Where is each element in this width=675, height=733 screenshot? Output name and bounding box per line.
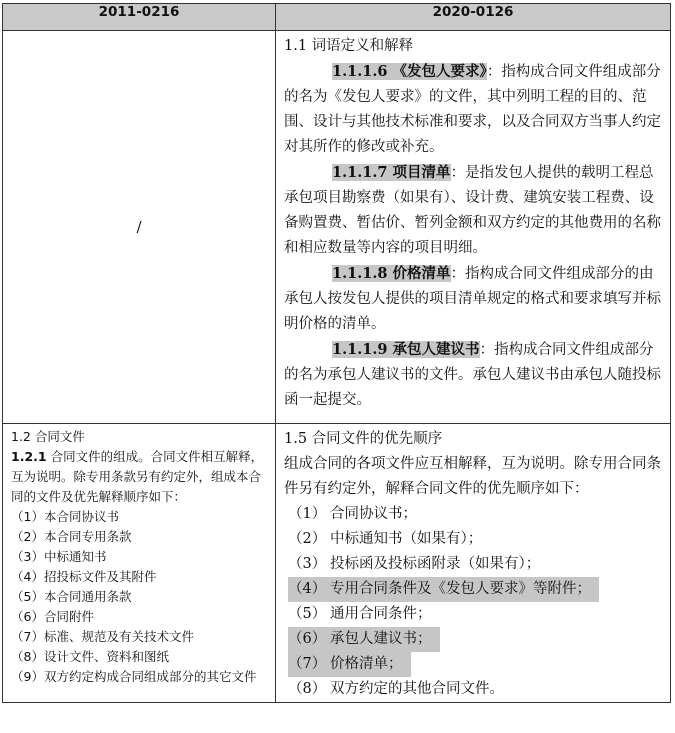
item-text: 合同协议书； — [330, 506, 417, 522]
section-title-1-5: 1.5 合同文件的优先顺序 — [284, 431, 443, 447]
priority-item — [284, 677, 663, 702]
clause-punct: ： — [479, 342, 495, 358]
item-text: 双方约定的其他合同文件。 — [330, 681, 504, 697]
priority-item — [284, 502, 663, 527]
clause-1-1-1-9 — [284, 337, 663, 413]
item-text: 专用合同条件及《发包人要求》等附件； — [330, 581, 591, 597]
left-empty-cell: / — [3, 31, 276, 424]
section-title-1-1: 1.1 词语定义和解释 — [284, 38, 414, 54]
clause-number: 1.2.1 — [11, 449, 47, 464]
item-number: （6） — [288, 631, 327, 647]
clause-1-2-1 — [11, 447, 269, 507]
item-number: （8） — [288, 681, 327, 697]
item-number: （1） — [288, 506, 327, 522]
clause-body: 指构成合同文件组成部分的名为承包人建议书的文件。承包人建议书由承包人随投标函一起提交。 — [284, 342, 661, 408]
list-item: （7）标准、规范及有关技术文件 — [11, 629, 194, 644]
clause-term: 1.1.1.7 项目清单 — [332, 164, 451, 181]
list-item: （1）本合同协议书 — [11, 509, 119, 524]
clause-1-1-1-7 — [284, 160, 663, 261]
clause-body: 指构成合同文件组成部分的名为《发包人要求》的文件，其中列明工程的目的、范围、设计与其他技术标准和要求，以及合同双方当事人约定对其所作的修改或补充。 — [284, 64, 661, 155]
clause-punct: ： — [486, 64, 502, 80]
definitions-cell — [276, 31, 671, 424]
priority-item-highlighted — [284, 652, 663, 677]
list-item: （2）本合同专用条款 — [11, 529, 132, 544]
highlight — [288, 577, 599, 602]
contract-docs-2020-cell — [276, 424, 671, 703]
clause-punct: ： — [450, 165, 466, 181]
clause-term: 1.1.1.8 价格清单 — [332, 265, 451, 282]
list-item: （9）双方约定构成合同组成部分的其它文件 — [11, 669, 257, 684]
item-text: 承包人建议书； — [330, 631, 432, 647]
list-item: （4）招投标文件及其附件 — [11, 569, 157, 584]
contract-docs-2011-cell — [3, 424, 276, 703]
item-number: （7） — [288, 656, 327, 672]
priority-item — [284, 527, 663, 552]
definitions-row — [3, 31, 671, 424]
clause-1-1-1-6 — [284, 59, 663, 160]
list-item: （5）本合同通用条款 — [11, 589, 132, 604]
priority-item — [284, 552, 663, 577]
list-item: （3）中标通知书 — [11, 549, 107, 564]
item-number: （3） — [288, 556, 327, 572]
section-title-1-2: 1.2 合同文件 — [11, 429, 85, 444]
header-right: 2020-0126 — [276, 4, 671, 31]
header-row — [3, 4, 671, 31]
list-item: （6）合同附件 — [11, 609, 94, 624]
item-text: 中标通知书（如果有）； — [330, 531, 483, 547]
clause-term: 1.1.1.6 《发包人要求》 — [332, 63, 487, 80]
priority-item-highlighted — [284, 627, 663, 652]
clause-text: 合同文件的组成。合同文件相互解释，互为说明。除专用条款另有约定外，组成本合同的文件及优先解释顺序如下： — [11, 449, 264, 504]
clause-1-1-1-8 — [284, 261, 663, 337]
clause-term: 1.1.1.9 承包人建议书 — [332, 341, 480, 358]
clause-body: 指构成合同文件组成部分的由承包人按发包人提供的项目清单规定的格式和要求填写并标明价格的清单。 — [284, 266, 661, 332]
highlight — [288, 652, 411, 677]
clause-body: 是指发包人提供的载明工程总承包项目勘察费（如果有）、设计费、建筑安装工程费、设备购置费、暂估价、暂列金额和双方约定的其他费用的名称和相应数量等内容的项目明细。 — [284, 165, 661, 256]
list-item: （8）设计文件、资料和图纸 — [11, 649, 169, 664]
highlight — [288, 627, 440, 652]
item-number: （2） — [288, 531, 327, 547]
item-text: 投标函及投标函附录（如果有）； — [330, 556, 541, 572]
item-number: （5） — [288, 606, 327, 622]
comparison-table — [2, 3, 671, 703]
item-text: 价格清单； — [330, 656, 403, 672]
clause-punct: ： — [450, 266, 466, 282]
item-number: （4） — [288, 581, 327, 597]
header-left: 2011-0216 — [3, 4, 276, 31]
priority-intro: 组成合同的各项文件应互相解释，互为说明。除专用合同条件另有约定外，解释合同文件的优先顺序如下： — [284, 456, 661, 497]
priority-item-highlighted — [284, 577, 663, 602]
item-text: 通用合同条件； — [330, 606, 432, 622]
contract-docs-row — [3, 424, 671, 703]
priority-item — [284, 602, 663, 627]
